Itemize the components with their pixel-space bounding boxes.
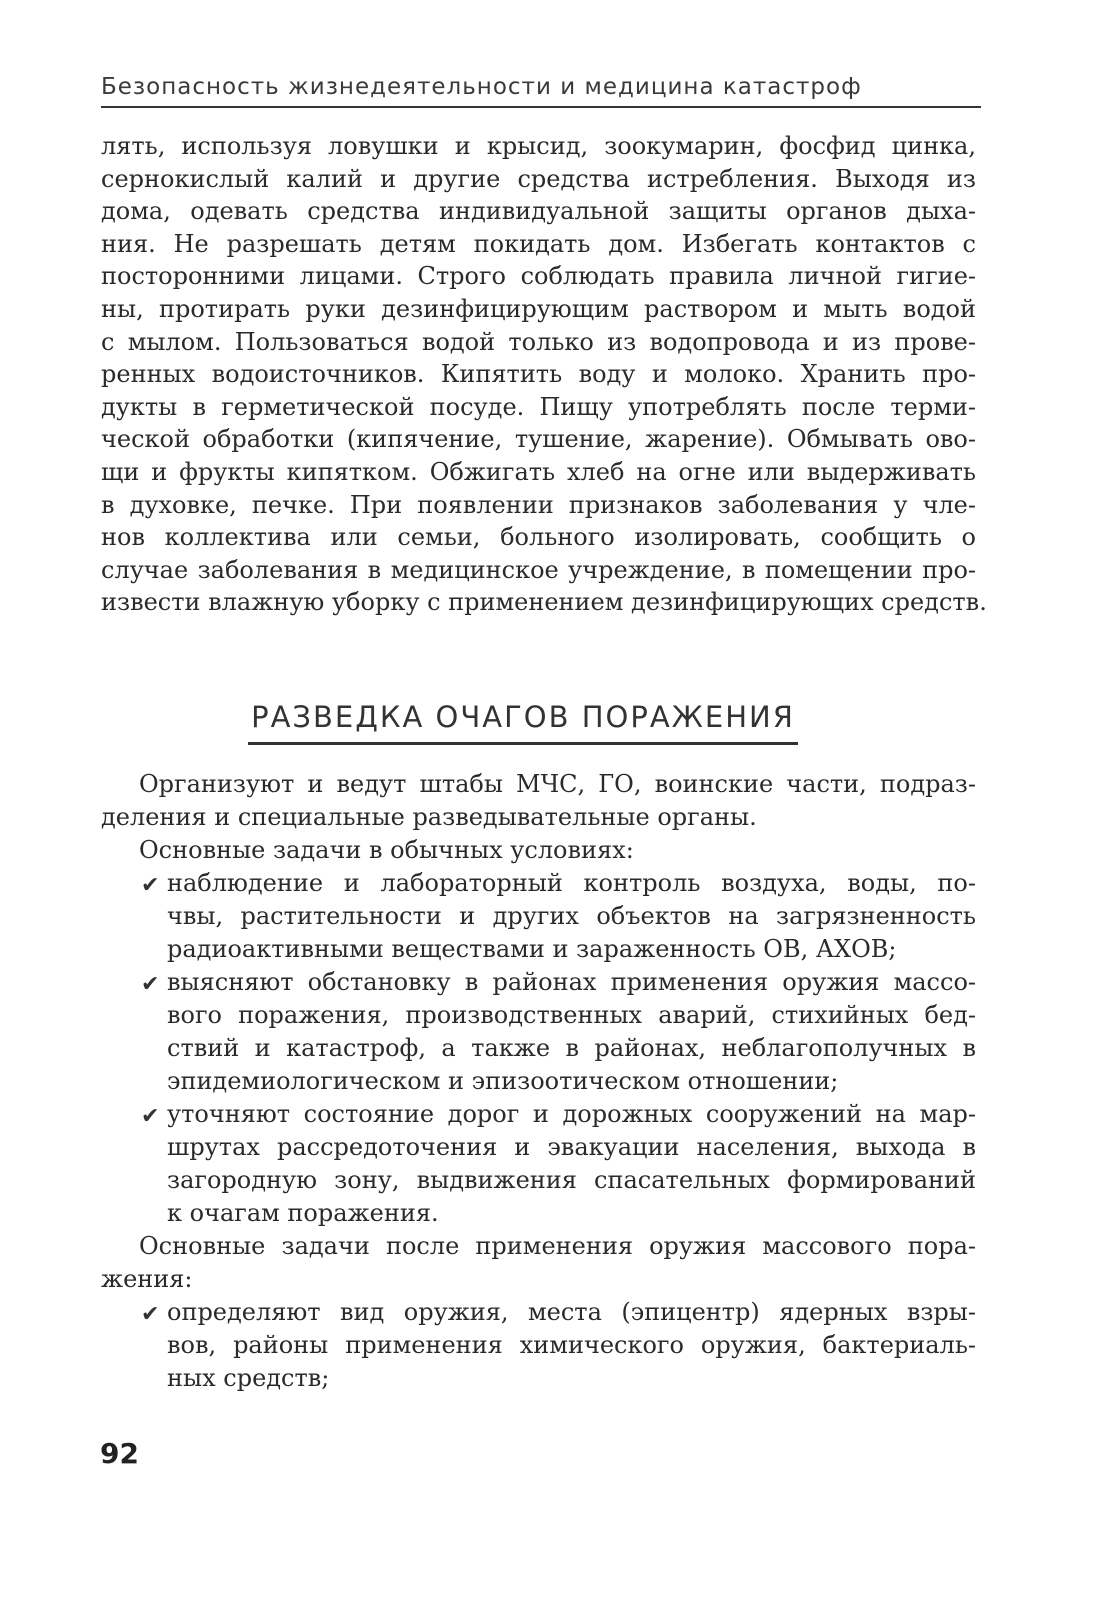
text-line: ствий и катастроф, а также в районах, неблагополучных в [167, 1034, 976, 1062]
text-line: извести влажную уборку с применением дезинфицирующих средств. [101, 588, 987, 617]
checkmark-icon: ✔ [141, 873, 160, 898]
text-line: дома, одевать средства индивидуальной защиты органов дыха- [101, 197, 976, 226]
page-number: 92 [100, 1437, 139, 1470]
text-line: жения: [101, 1265, 193, 1293]
text-line: радиоактивными веществами и зараженность ОВ, АХОВ; [167, 935, 897, 963]
text-line: случае заболевания в медицинское учреждение, в помещении про- [101, 555, 976, 584]
section-title: РАЗВЕДКА ОЧАГОВ ПОРАЖЕНИЯ [248, 700, 798, 745]
text-line: Основные задачи в обычных условиях: [139, 836, 634, 864]
text-line: ных средств; [167, 1364, 330, 1392]
text-line: деления и специальные разведывательные органы. [101, 803, 757, 831]
text-line: эпидемиологическом и эпизоотическом отношении; [167, 1067, 839, 1095]
checkmark-icon: ✔ [141, 972, 160, 997]
text-line: щи и фрукты кипятком. Обжигать хлеб на огне или выдерживать [101, 457, 976, 486]
checkmark-icon: ✔ [141, 1302, 160, 1327]
list-item [101, 1296, 976, 1395]
text-line: определяют вид оружия, места (эпицентр) ядерных взры- [167, 1298, 976, 1326]
list-item [101, 1098, 976, 1230]
text-line: ния. Не разрешать детям покидать дом. Избегать контактов с [101, 229, 976, 258]
text-line: лять, используя ловушки и крысид, зоокумарин, фосфид цинка, [101, 132, 976, 160]
text-line: посторонними лицами. Строго соблюдать правила личной гигие- [101, 262, 976, 291]
list-item [101, 966, 976, 1098]
text-line: уточняют состояние дорог и дорожных сооружений на мар- [167, 1100, 976, 1128]
wmd-tasks-heading [101, 1230, 976, 1296]
intro-paragraph [101, 768, 976, 834]
body-paragraph [101, 130, 987, 619]
text-line: к очагам поражения. [167, 1199, 439, 1227]
text-line: вов, районы применения химического оружия, бактериаль- [167, 1331, 976, 1359]
section-body [101, 768, 976, 1395]
text-line: Организуют и ведут штабы МЧС, ГО, воинские части, подраз- [139, 770, 976, 798]
text-line: в духовке, печке. При появлении признаков заболевания у чле- [101, 490, 976, 519]
text-line: дукты в герметической посуде. Пищу употреблять после терми- [101, 392, 976, 421]
list-item [101, 867, 976, 966]
text-line: нов коллектива или семьи, больного изолировать, сообщить о [101, 523, 976, 552]
text-line: ны, протирать руки дезинфицирующим раствором и мыть водой [101, 294, 976, 323]
running-head: Безопасность жизнедеятельности и медицина катастроф [101, 74, 981, 108]
text-line: ренных водоисточников. Кипятить воду и молоко. Хранить про- [101, 360, 976, 389]
text-line: с мылом. Пользоваться водой только из водопровода и из прове- [101, 327, 976, 356]
text-line: вого поражения, производственных аварий, стихийных бед- [167, 1001, 976, 1029]
text-line: чвы, растительности и других объектов на загрязненность [167, 902, 976, 930]
text-line: наблюдение и лабораторный контроль воздуха, воды, по- [167, 869, 976, 897]
normal-tasks-heading [101, 834, 976, 867]
text-line: ческой обработки (кипячение, тушение, жарение). Обмывать ово- [101, 425, 976, 454]
checkmark-icon: ✔ [141, 1104, 160, 1129]
text-line: сернокислый калий и другие средства истребления. Выходя из [101, 164, 976, 193]
text-line: выясняют обстановку в районах применения оружия массо- [167, 968, 976, 996]
text-line: загородную зону, выдвижения спасательных формирований [167, 1166, 976, 1194]
text-line: Основные задачи после применения оружия массового пора- [139, 1232, 976, 1260]
text-line: шрутах рассредоточения и эвакуации населения, выхода в [167, 1133, 976, 1161]
